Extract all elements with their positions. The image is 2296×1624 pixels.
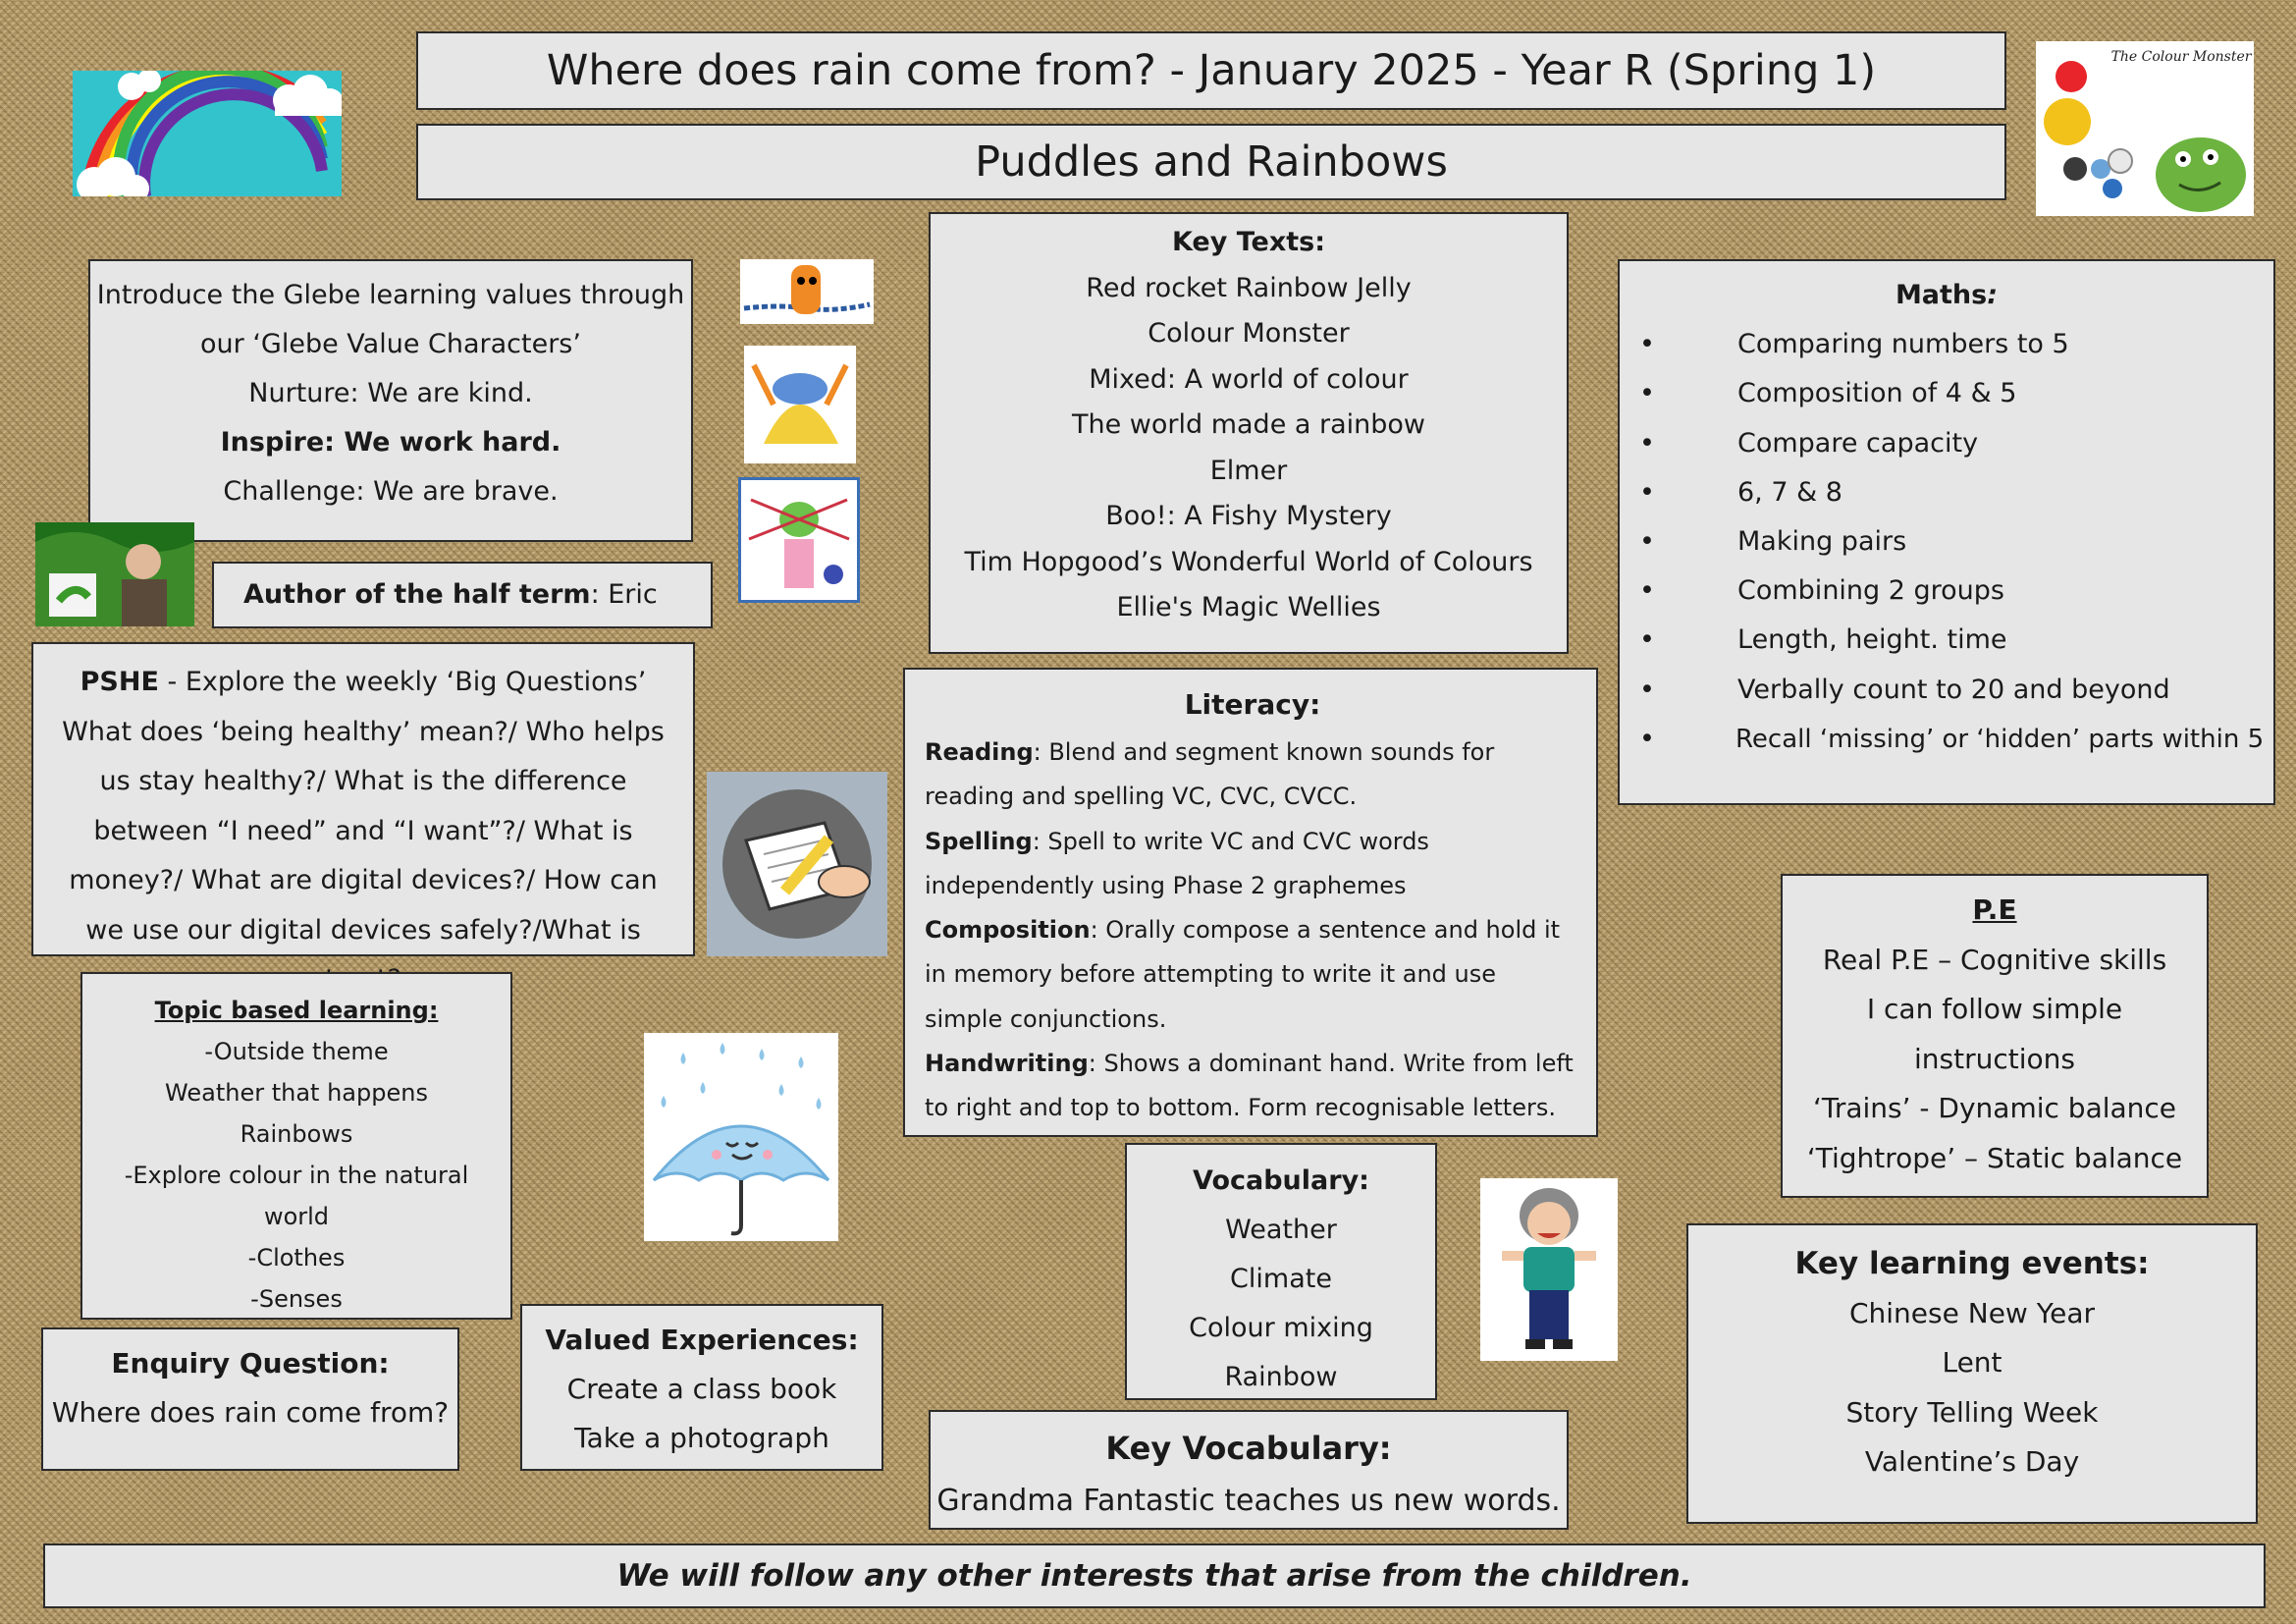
valued-item: Create a class book <box>566 1373 837 1405</box>
bullet: • <box>1639 476 1655 508</box>
vocabulary-item: Weather <box>1225 1215 1337 1245</box>
rainbow-image <box>73 71 342 196</box>
literacy-heading: Literacy: <box>1184 688 1321 721</box>
literacy-composition <box>925 908 1580 1042</box>
topic-line: -Outside theme <box>204 1038 389 1065</box>
values-intro-line-2: our ‘Glebe Value Characters’ <box>200 329 581 359</box>
author-label: Author of the half term <box>243 579 591 610</box>
value-challenge: Challenge: We are brave. <box>223 476 559 507</box>
list-item <box>1620 419 2273 468</box>
topic-line: -Explore colour in the natural <box>124 1162 469 1189</box>
literacy-text: : Spell to write VC and CVC words independently using Phase 2 graphemes <box>925 827 1429 899</box>
author-photo <box>35 522 194 626</box>
list-item <box>1620 468 2273 517</box>
umbrella-rain-image <box>644 1033 838 1241</box>
pe-line: instructions <box>1914 1042 2075 1075</box>
value-inspire: Inspire: We work hard. <box>220 427 561 458</box>
page-subtitle: Puddles and Rainbows <box>416 124 2006 200</box>
valued-heading: Valued Experiences: <box>545 1324 859 1356</box>
author-of-half-term-box <box>212 562 713 628</box>
grandma-puppet-image <box>1480 1178 1618 1361</box>
maths-heading-suffix: : <box>1987 280 1999 310</box>
bullet: • <box>1639 378 1655 409</box>
bullet: • <box>1639 329 1655 360</box>
literacy-spelling <box>925 820 1580 909</box>
list-item <box>1620 320 2273 369</box>
pshe-big-questions: What does ‘being healthy’ mean?/ Who helps us stay healthy?/ What is the difference between “I need” and “I want”?/ What is money?/ What are digital devices?/ How can we use our digital devices safely?/What is <box>62 716 665 946</box>
valued-item: Take a photograph <box>574 1422 829 1454</box>
key-texts-heading: Key Texts: <box>1171 227 1326 257</box>
vocabulary-item: Rainbow <box>1224 1362 1338 1392</box>
page-title: Where does rain come from? - January 2025 - Year R (Spring 1) <box>416 31 2006 110</box>
enquiry-question: Where does rain come from? <box>51 1396 450 1429</box>
key-text-item: Ellie's Magic Wellies <box>1116 592 1381 623</box>
vocabulary-box <box>1125 1143 1437 1400</box>
footer-banner: We will follow any other interests that arise from the children. <box>43 1543 2266 1608</box>
key-text-item: Red rocket Rainbow Jelly <box>1086 272 1412 303</box>
value-character-image-3 <box>738 477 860 603</box>
values-intro-line-1: Introduce the Glebe learning values through <box>96 280 685 310</box>
key-learning-events-box <box>1686 1223 2258 1524</box>
maths-item: 6, 7 & 8 <box>1737 476 1842 508</box>
enquiry-question-box <box>41 1327 459 1471</box>
literacy-label: Spelling <box>925 827 1033 855</box>
key-text-item: Tim Hopgood’s Wonderful World of Colours <box>964 546 1533 577</box>
topic-based-learning-box <box>80 972 512 1320</box>
value-character-image-1 <box>740 259 874 324</box>
literacy-label: Handwriting <box>925 1050 1089 1078</box>
topic-line: -Senses <box>250 1285 343 1313</box>
bullet: • <box>1639 723 1655 754</box>
key-vocabulary-box <box>929 1410 1569 1530</box>
key-texts-box <box>929 212 1569 654</box>
bullet: • <box>1639 526 1655 558</box>
pshe-label: PSHE <box>80 667 159 697</box>
key-vocabulary-heading: Key Vocabulary: <box>1105 1430 1392 1467</box>
pshe-box <box>31 642 695 956</box>
bullet: • <box>1639 624 1655 656</box>
event-item: Lent <box>1942 1346 2002 1379</box>
literacy-handwriting <box>925 1042 1580 1131</box>
key-text-item: Colour Monster <box>1148 318 1350 349</box>
vocabulary-item: Climate <box>1230 1264 1332 1294</box>
vocabulary-heading: Vocabulary: <box>1193 1165 1369 1196</box>
key-text-item: Boo!: A Fishy Mystery <box>1105 501 1392 531</box>
topic-heading: Topic based learning: <box>154 997 439 1024</box>
literacy-label: Composition <box>925 916 1091 945</box>
list-item <box>1620 567 2273 616</box>
literacy-box <box>903 668 1598 1137</box>
maths-heading-label: Maths <box>1895 280 1988 310</box>
topic-line: world <box>263 1203 330 1230</box>
topic-line: Weather that happens <box>165 1079 428 1107</box>
enquiry-heading: Enquiry Question: <box>111 1347 390 1380</box>
colour-monster-book-image <box>2036 41 2254 216</box>
events-heading: Key learning events: <box>1794 1246 2150 1281</box>
pe-line: ‘Trains’ - Dynamic balance <box>1812 1092 2177 1124</box>
key-text-item: Elmer <box>1209 455 1288 486</box>
bullet: • <box>1639 427 1655 459</box>
pshe-intro: - Explore the weekly ‘Big Questions’ <box>158 667 647 697</box>
learning-values-box <box>88 259 693 542</box>
book-cover-title: The Colour Monster <box>2110 49 2252 65</box>
list-item <box>1620 666 2273 715</box>
value-nurture: Nurture: We are kind. <box>248 378 533 408</box>
maths-list <box>1620 320 2273 764</box>
literacy-reading <box>925 731 1580 820</box>
maths-item: Recall ‘missing’ or ‘hidden’ parts within 5 <box>1735 724 2265 754</box>
key-vocabulary-text: Grandma Fantastic teaches us new words. <box>936 1484 1561 1518</box>
maths-box <box>1618 259 2275 805</box>
bullet: • <box>1639 575 1655 607</box>
valued-experiences-box <box>520 1304 883 1471</box>
pe-line: Real P.E – Cognitive skills <box>1822 943 2167 976</box>
list-item <box>1620 517 2273 567</box>
maths-item: Composition of 4 & 5 <box>1737 378 2017 409</box>
maths-item: Length, height. time <box>1737 624 2007 656</box>
literacy-text: : Orally compose a sentence and hold it in memory before attempting to write it and use simple conjunctions. <box>925 916 1561 1033</box>
event-item: Valentine’s Day <box>1864 1445 2080 1478</box>
maths-item: Compare capacity <box>1737 427 1979 459</box>
topic-line: -Clothes <box>247 1244 346 1272</box>
pe-line: I can follow simple <box>1866 993 2123 1025</box>
key-text-item: Mixed: A world of colour <box>1089 363 1409 395</box>
author-name: : Eric <box>590 579 658 610</box>
literacy-text: : Shows a dominant hand. Write from left to right and top to bottom. Form recognisable letters. <box>925 1050 1574 1122</box>
topic-line: Rainbows <box>240 1120 353 1148</box>
writing-hand-icon <box>707 772 887 956</box>
value-character-image-2 <box>744 346 856 463</box>
literacy-label: Reading <box>925 738 1034 766</box>
key-text-item: The world made a rainbow <box>1071 409 1426 440</box>
bullet: • <box>1639 674 1655 705</box>
maths-item: Verbally count to 20 and beyond <box>1737 674 2170 705</box>
pe-box <box>1781 874 2209 1198</box>
maths-item: Combining 2 groups <box>1737 575 2005 607</box>
event-item: Story Telling Week <box>1845 1395 2099 1429</box>
maths-item: Making pairs <box>1737 526 1907 558</box>
literacy-text: : Blend and segment known sounds for reading and spelling VC, CVC, CVCC. <box>925 738 1495 811</box>
vocabulary-item: Colour mixing <box>1189 1313 1373 1343</box>
event-item: Chinese New Year <box>1848 1296 2096 1329</box>
list-item <box>1620 715 2273 764</box>
list-item <box>1620 369 2273 418</box>
list-item <box>1620 616 2273 665</box>
maths-heading <box>1620 271 2273 320</box>
maths-item: Comparing numbers to 5 <box>1737 329 2069 360</box>
pe-line: ‘Tightrope’ – Static balance <box>1806 1141 2183 1174</box>
pe-heading: P.E <box>1972 893 2017 926</box>
